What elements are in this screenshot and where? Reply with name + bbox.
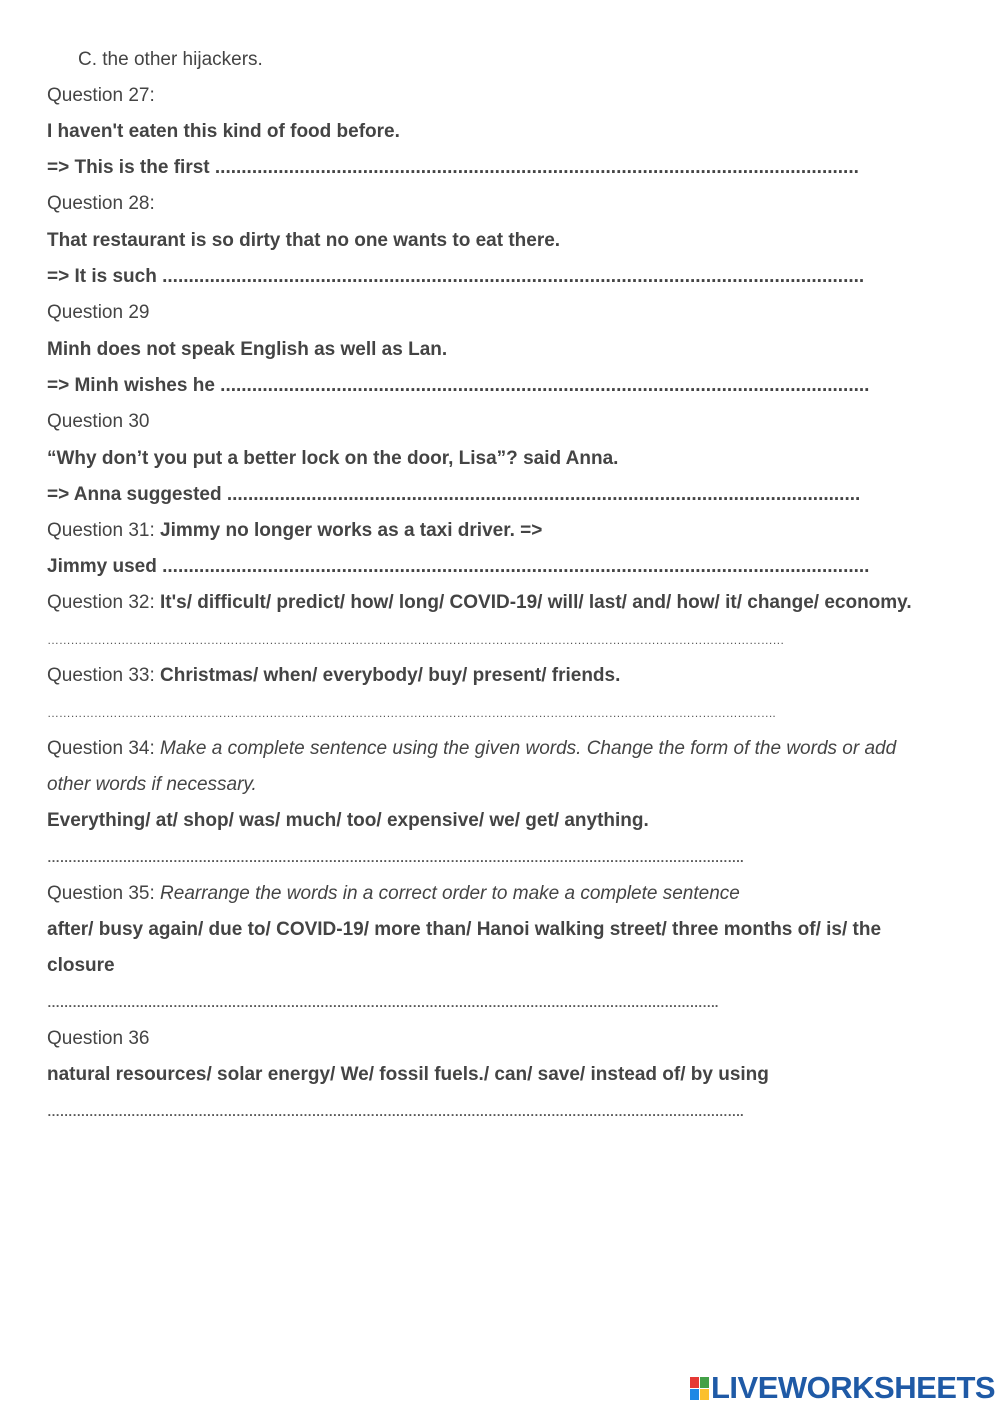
q31-answer-prompt: Jimmy used ...................................................................................................................................... bbox=[47, 556, 870, 577]
q30-label: Question 30 bbox=[47, 411, 150, 432]
q35-row bbox=[47, 882, 740, 906]
q30-answer-prompt: => Anna suggested ........................................................................................................................ bbox=[47, 484, 861, 505]
q27-answer-prompt: => This is the first .......................................................................................................................... bbox=[47, 157, 859, 178]
q29-answer-prompt: => Minh wishes he ........................................................................................................................... bbox=[47, 375, 870, 396]
q32-words: It's/ difficult/ predict/ how/ long/ COVID-19/ will/ last/ and/ how/ it/ change/ economy. bbox=[160, 592, 912, 613]
q35-words: after/ busy again/ due to/ COVID-19/ more than/ Hanoi walking street/ three months of/ is/ the bbox=[47, 919, 882, 940]
q27-sentence: I haven't eaten this kind of food before. bbox=[47, 121, 400, 142]
q34-label: Question 34: bbox=[47, 738, 161, 759]
q33-answer-line: ……………………………………………………………………………………………………………………………………………………………………. bbox=[47, 706, 776, 720]
q34-instruction: Make a complete sentence using the given words. Change the form of the words or add bbox=[160, 738, 897, 759]
q31-sentence: Jimmy no longer works as a taxi driver. => bbox=[160, 520, 543, 541]
q29-sentence: Minh does not speak English as well as Lan. bbox=[47, 339, 448, 360]
q36-words: natural resources/ solar energy/ We/ fossil fuels./ can/ save/ instead of/ by using bbox=[47, 1064, 769, 1085]
q32-answer-line: ……………………………………………………………………………………………………………………………………………………………………… bbox=[47, 633, 785, 647]
q33-words: Christmas/ when/ everybody/ buy/ present/ friends. bbox=[160, 665, 621, 686]
q30-sentence: “Why don’t you put a better lock on the door, Lisa”? said Anna. bbox=[47, 448, 619, 469]
q32-row bbox=[47, 591, 912, 615]
q34-row bbox=[47, 737, 896, 761]
q32-label: Question 32: bbox=[47, 592, 161, 613]
q35-instruction: Rearrange the words in a correct order to make a complete sentence bbox=[160, 883, 740, 904]
q29-label: Question 29 bbox=[47, 302, 150, 323]
q28-label: Question 28: bbox=[47, 193, 155, 214]
q35-label: Question 35: bbox=[47, 883, 161, 904]
q34-instruction-cont: other words if necessary. bbox=[47, 774, 257, 795]
q26-option-c: C. the other hijackers. bbox=[78, 49, 263, 70]
q34-answer-line: …………………………………………………………………………………………………………………………………………………. bbox=[47, 850, 744, 865]
q28-answer-prompt: => It is such ..................................................................................................................................... bbox=[47, 266, 865, 287]
q36-answer-line: …………………………………………………………………………………………………………………………………………………. bbox=[47, 1104, 744, 1119]
q35-words-cont: closure bbox=[47, 955, 115, 976]
q33-label: Question 33: bbox=[47, 665, 161, 686]
liveworksheets-logo-icon bbox=[690, 1377, 709, 1400]
q31-row bbox=[47, 519, 542, 543]
q35-answer-line: ……………………………………………………………………………………………………………………………………………. bbox=[47, 995, 719, 1010]
q36-label: Question 36 bbox=[47, 1028, 150, 1049]
q33-row bbox=[47, 664, 620, 688]
liveworksheets-logo bbox=[690, 1370, 995, 1406]
q31-label: Question 31: bbox=[47, 520, 161, 541]
q27-label: Question 27: bbox=[47, 85, 155, 106]
q34-words: Everything/ at/ shop/ was/ much/ too/ expensive/ we/ get/ anything. bbox=[47, 810, 649, 831]
liveworksheets-logo-text: LIVEWORKSHEETS bbox=[711, 1370, 996, 1405]
q28-sentence: That restaurant is so dirty that no one wants to eat there. bbox=[47, 230, 561, 251]
